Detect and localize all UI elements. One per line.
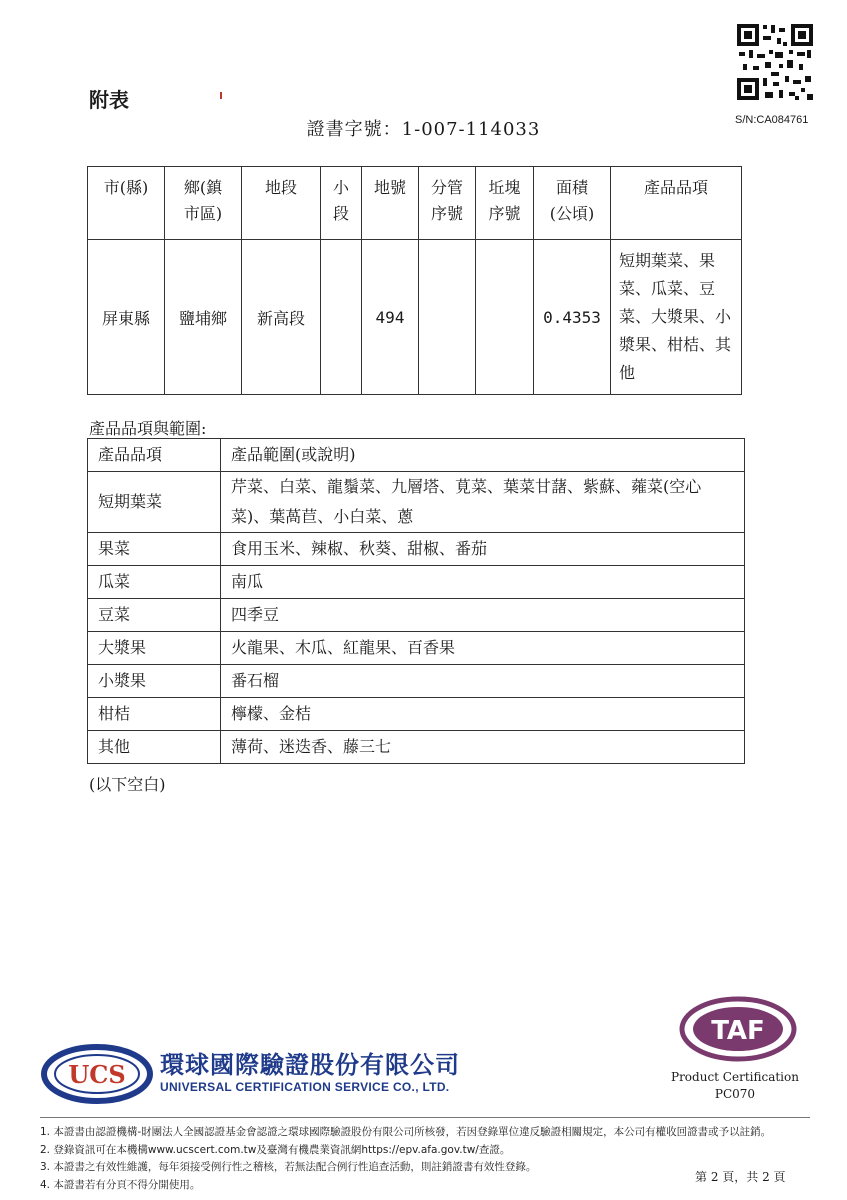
scope-range: 火龍果、木瓜、紅龍果、百香果 [221,632,745,665]
blank-note: (以下空白) [89,775,166,794]
footer-note: 1. 本證書由認證機構-財團法人全國認證基金會認證之環球國際驗證股份有限公司所核發，若因登錄單位違反驗證相關規定，本公司有權收回證書或予以註銷。 [40,1126,772,1138]
scope-item: 果菜 [88,533,221,566]
header-division-serial: 分管 序號 [419,167,476,240]
land-table-row [88,240,742,395]
cell-division-serial [419,240,476,395]
scope-item: 其他 [88,731,221,764]
footer-notes [40,1124,771,1194]
footer-note: 3. 本證書之有效性維護，每年須接受例行性之稽核，若無法配合例行性追查活動，則註銷證書有效性登錄。 [40,1161,537,1173]
scope-row [88,533,745,566]
scope-range: 四季豆 [221,599,745,632]
scope-label: 產品品項與範圍: [89,419,207,438]
certificate-number: 證書字號：1-007-114033 [306,119,541,140]
scope-item: 瓜菜 [88,566,221,599]
scope-range: 南瓜 [221,566,745,599]
header-plot-serial: 坵塊 序號 [476,167,534,240]
cell-city: 屏東縣 [88,240,165,395]
scope-row [88,698,745,731]
appendix-title: 附表 [89,88,129,112]
scope-range: 食用玉米、辣椒、秋葵、甜椒、番茄 [221,533,745,566]
accreditation-type: Product Certification [671,1070,799,1084]
scope-header-range: 產品範圍(或說明) [221,439,745,472]
scope-item: 柑桔 [88,698,221,731]
header-section: 地段 [242,167,321,240]
cell-area: 0.4353 [534,240,611,395]
header-lot-number: 地號 [362,167,419,240]
scope-item: 大漿果 [88,632,221,665]
cell-township: 鹽埔鄉 [165,240,242,395]
scope-row [88,665,745,698]
scope-item: 短期葉菜 [88,472,221,533]
cell-plot-serial [476,240,534,395]
footer-divider [40,1117,810,1118]
scope-range: 檸檬、金桔 [221,698,745,731]
scope-range: 薄荷、迷迭香、藤三七 [221,731,745,764]
cell-products: 短期葉菜、果菜、瓜菜、豆菜、大漿果、小漿果、柑桔、其他 [611,240,742,395]
taf-logo-text: TAF [711,1016,765,1046]
scope-row [88,632,745,665]
cell-lot-number: 494 [362,240,419,395]
ucs-logo-icon [40,1043,155,1105]
scope-range: 芹菜、白菜、龍鬚菜、九層塔、莧菜、葉菜甘藷、紫蘇、蕹菜(空心菜)、葉萵苣、小白菜、蔥 [221,472,745,533]
land-table-header-row [88,167,742,240]
scope-row [88,731,745,764]
ucs-logo-text: UCS [68,1060,126,1089]
scope-range: 番石榴 [221,665,745,698]
accreditation-code: PC070 [714,1087,756,1101]
company-name-en: UNIVERSAL CERTIFICATION SERVICE CO., LTD. [160,1080,450,1094]
page-number: 第 2 頁，共 2 頁 [695,1170,786,1184]
cell-section: 新高段 [242,240,321,395]
scope-header-item: 產品品項 [88,439,221,472]
header-subsection: 小 段 [321,167,362,240]
scope-table [87,438,745,764]
red-mark [220,92,222,99]
scope-row [88,472,745,533]
serial-number: S/N:CA084761 [735,114,809,126]
qr-code-icon [735,22,815,102]
scope-header-row [88,439,745,472]
header-products: 產品品項 [611,167,742,240]
header-city: 市(縣) [88,167,165,240]
scope-item: 豆菜 [88,599,221,632]
land-table [87,166,742,395]
cell-subsection [321,240,362,395]
scope-row [88,566,745,599]
footer-note: 2. 登錄資訊可在本機構www.ucscert.com.tw及臺灣有機農業資訊網https://epv.afa.gov.tw/查證。 [40,1143,511,1156]
header-township: 鄉(鎮 市區) [165,167,242,240]
footer-note: 4. 本證書若有分頁不得分開使用。 [40,1178,201,1191]
taf-logo-icon [678,995,798,1065]
header-area: 面積 (公頃) [534,167,611,240]
scope-item: 小漿果 [88,665,221,698]
scope-row [88,599,745,632]
company-name-zh: 環球國際驗證股份有限公司 [160,1051,460,1079]
